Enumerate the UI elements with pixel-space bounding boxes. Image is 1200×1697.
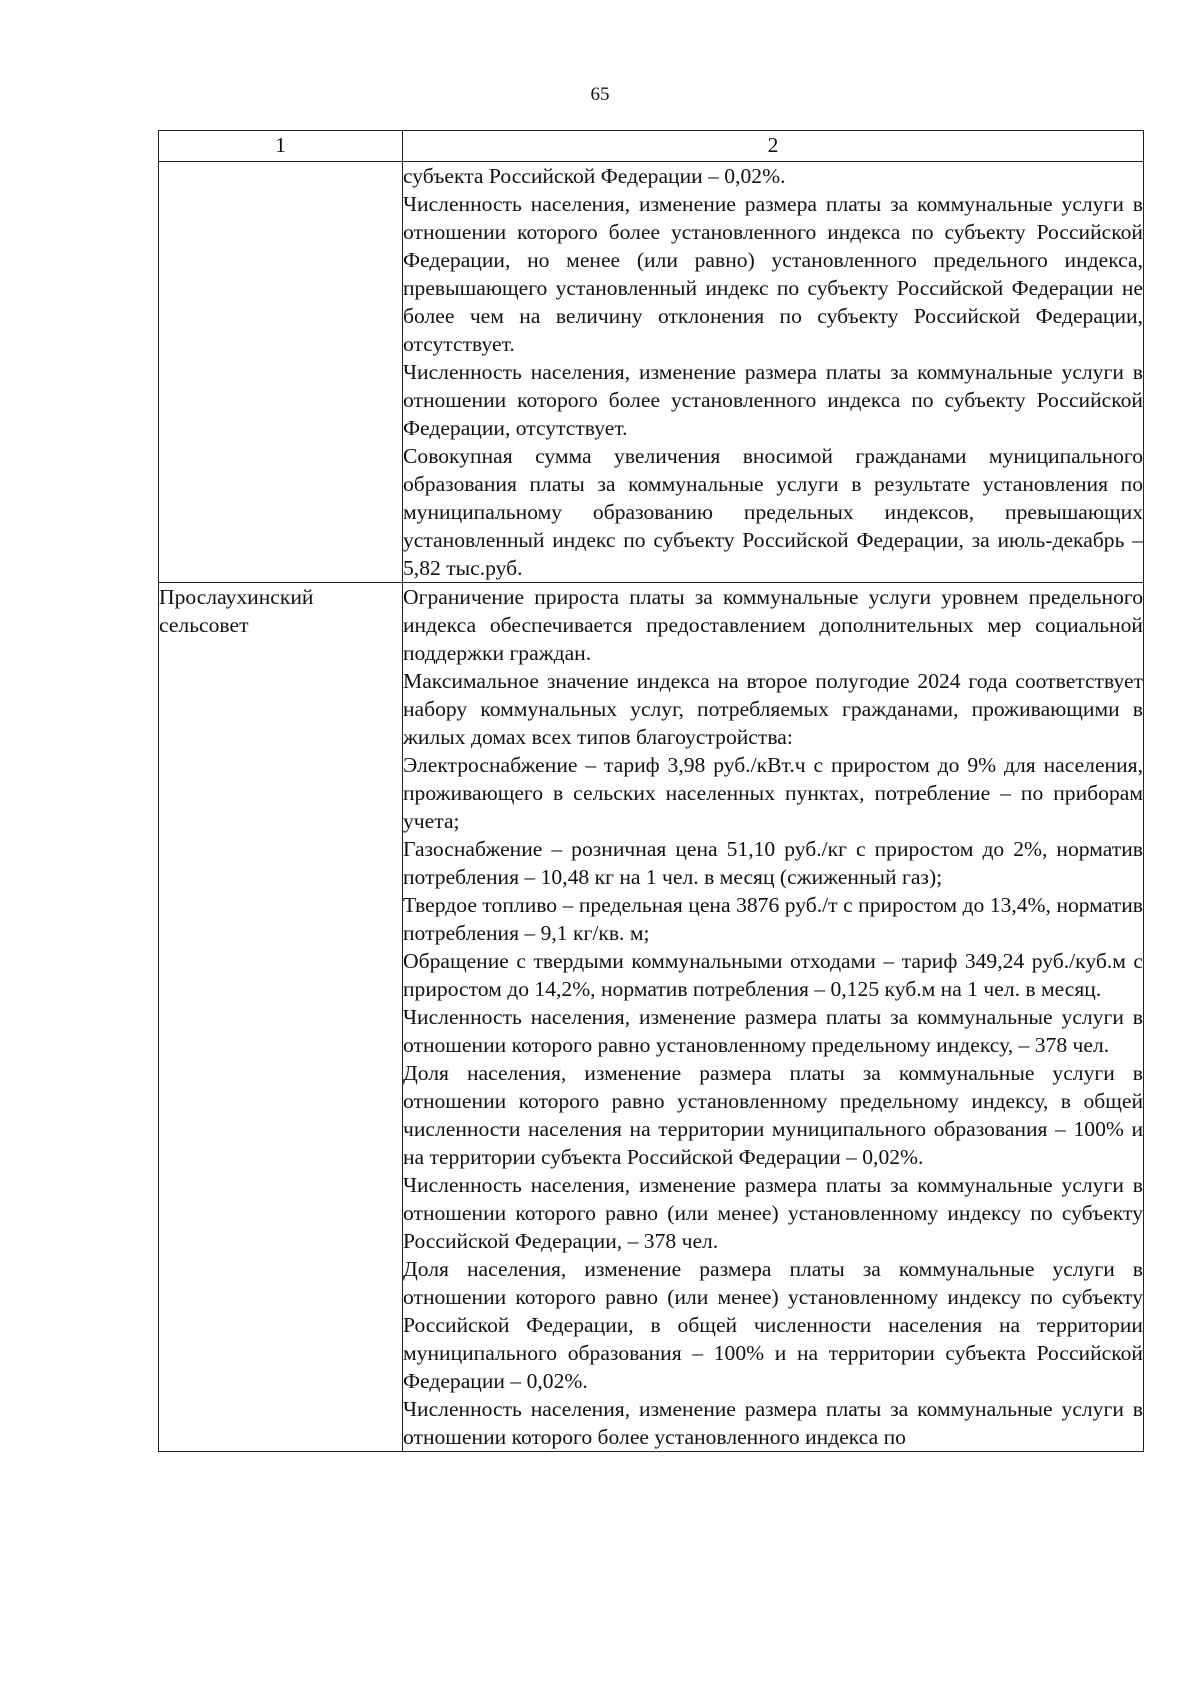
column-header-1: 1 bbox=[159, 131, 403, 162]
paragraph: Твердое топливо – предельная цена 3876 руб./т с приростом до 13,4%, норматив потребления – 9,1 кг/кв. м; bbox=[403, 893, 1143, 945]
paragraph: Доля населения, изменение размера платы за коммунальные услуги в отношении которого равно (или менее) установленному индексу по субъекту Российской Федерации, в общей численности населения на территории муниципального образования – 100% и на территории субъекта Российской Федерации – 0,02%. bbox=[403, 1257, 1143, 1393]
page-number: 65 bbox=[590, 84, 610, 105]
region-cell: Прослаухинский сельсовет bbox=[159, 583, 403, 1452]
data-table bbox=[158, 130, 1144, 1452]
paragraph: Численность населения, изменение размера платы за коммунальные услуги в отношении которого более установленного индекса по субъекту Российской Федерации, но менее (или равно) установленного предельного индекса, превышающего установленный индекс по субъекту Российской Федерации не более чем на величину отклонения по субъекту Российской Федерации, отсутствует. bbox=[403, 192, 1143, 356]
region-cell bbox=[159, 162, 403, 583]
paragraph: Численность населения, изменение размера платы за коммунальные услуги в отношении которого более установленного индекса по субъекту Российской Федерации, отсутствует. bbox=[403, 360, 1143, 440]
paragraph: субъекта Российской Федерации – 0,02%. bbox=[403, 164, 786, 188]
description-cell bbox=[403, 583, 1144, 1452]
description-cell bbox=[403, 162, 1144, 583]
paragraph: Электроснабжение – тариф 3,98 руб./кВт.ч с приростом до 9% для населения, проживающего в сельских населенных пунктах, потребление – по приборам учета; bbox=[403, 753, 1143, 833]
paragraph: Доля населения, изменение размера платы за коммунальные услуги в отношении которого равно установленному предельному индексу, в общей численности населения на территории муниципального образования – 100% и на территории субъекта Российской Федерации – 0,02%. bbox=[403, 1061, 1143, 1169]
paragraph: Численность населения, изменение размера платы за коммунальные услуги в отношении которого равно (или менее) установленному индексу по субъекту Российской Федерации, – 378 чел. bbox=[403, 1173, 1143, 1253]
paragraph: Численность населения, изменение размера платы за коммунальные услуги в отношении которого более установленного индекса по bbox=[403, 1397, 1143, 1449]
paragraph: Ограничение прироста платы за коммунальные услуги уровнем предельного индекса обеспечивается предоставлением дополнительных мер социальной поддержки граждан. bbox=[403, 585, 1143, 665]
table-row bbox=[159, 583, 1144, 1452]
paragraph: Максимальное значение индекса на второе полугодие 2024 года соответствует набору коммунальных услуг, потребляемых гражданами, проживающими в жилых домах всех типов благоустройства: bbox=[403, 669, 1143, 749]
paragraph: Газоснабжение – розничная цена 51,10 руб./кг с приростом до 2%, норматив потребления – 10,48 кг на 1 чел. в месяц (сжиженный газ); bbox=[403, 837, 1143, 889]
table-header-row bbox=[159, 131, 1144, 162]
paragraph: Совокупная сумма увеличения вносимой гражданами муниципального образования платы за коммунальные услуги в результате установления по муниципальному образованию предельных индексов, превышающих установленный индекс по субъекту Российской Федерации, за июль-декабрь – 5,82 тыс.руб. bbox=[403, 444, 1143, 580]
paragraph: Обращение с твердыми коммунальными отходами – тариф 349,24 руб./куб.м с приростом до 14,2%, норматив потребления – 0,125 куб.м на 1 чел. в месяц. bbox=[403, 949, 1143, 1001]
column-header-2: 2 bbox=[403, 131, 1144, 162]
table-row bbox=[159, 162, 1144, 583]
paragraph: Численность населения, изменение размера платы за коммунальные услуги в отношении которого равно установленному предельному индексу, – 378 чел. bbox=[403, 1005, 1143, 1057]
